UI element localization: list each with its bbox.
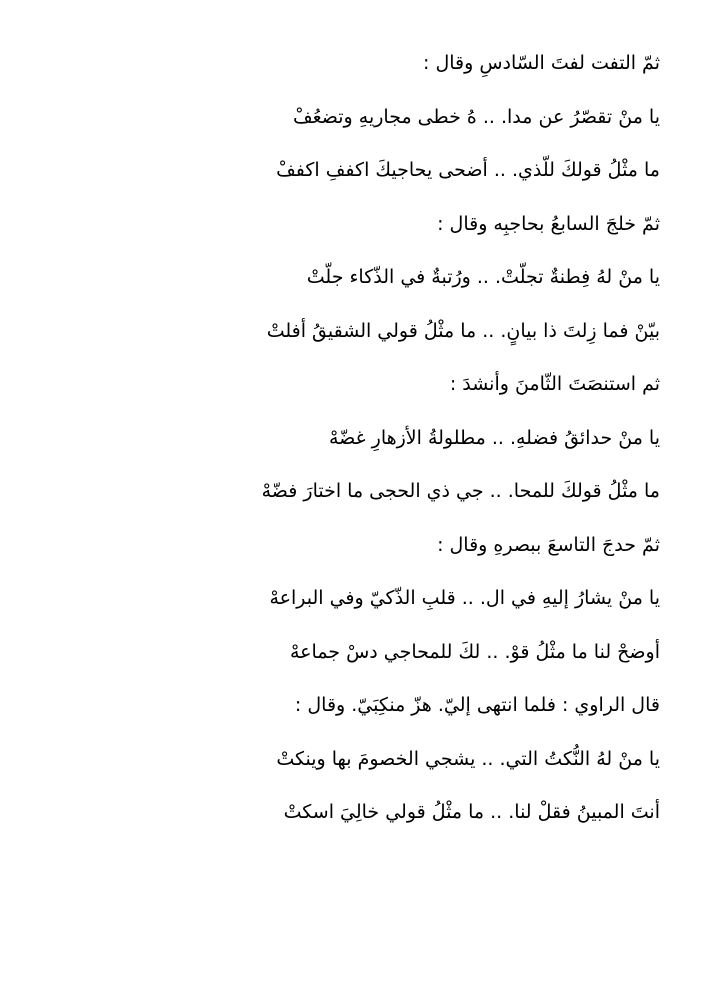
text-line: قال الراوي : فلما انتهى إليّ. هزّ منكِبَيّ. وقال : bbox=[294, 694, 660, 716]
poem-text bbox=[60, 44, 660, 847]
verse-line: أنتَ المبينُ فقلْ لنا. .. ما مثْلُ قولي خالِيَ اسكتْ bbox=[283, 801, 660, 823]
verse-line: يا منْ لهُ النُّكتُ التي. .. يشجي الخصومَ بها وينكتْ bbox=[276, 747, 660, 770]
verse-line: يا منْ لهُ فِطنةٌ تجلّتْ. .. ورُتبةٌ في الذّكاء جلّتْ bbox=[306, 266, 660, 288]
verse-line: أوضحْ لنا ما مثْلُ قوْ. .. لكَ للمحاجي دسْ جماعهْ bbox=[290, 640, 660, 663]
verse-line: بيّنْ فما زِلتَ ذا بيانٍ. .. ما مثْلُ قولي الشقيقُ أفلتْ bbox=[266, 319, 660, 342]
verse-line: يا منْ يشارُ إليهِ في ال. .. قلبِ الذّكيّ وفي البراعهْ bbox=[269, 587, 660, 609]
text-line: ثمّ خلجَ السابعُ بحاجبِه وقال : bbox=[437, 212, 660, 235]
verse-line: يا منْ حدائقُ فضلهِ. .. مطلولةُ الأزهارِ غضّهْ bbox=[329, 426, 660, 449]
verse-line: ما مثْلُ قولكَ للمحا. .. جي ذي الحجى ما اختارَ فضّهْ bbox=[261, 480, 660, 502]
text-line: ثم استنصَتَ الثّامنَ وأنشدَ : bbox=[449, 373, 660, 395]
text-line: ثمّ التفت لفتَ السّادسِ وقال : bbox=[423, 52, 660, 74]
text-line: ثمّ حدجَ التاسعَ ببصرهِ وقال : bbox=[437, 533, 660, 556]
verse-line: يا منْ تقصّرُ عن مدا. .. هُ خطى مجاريهِ وتضعُفْ bbox=[292, 105, 660, 128]
verse-line: ما مثْلُ قولكَ للّذي. .. أضحى يحاجيكَ اكففِ اكففْ bbox=[276, 159, 660, 181]
